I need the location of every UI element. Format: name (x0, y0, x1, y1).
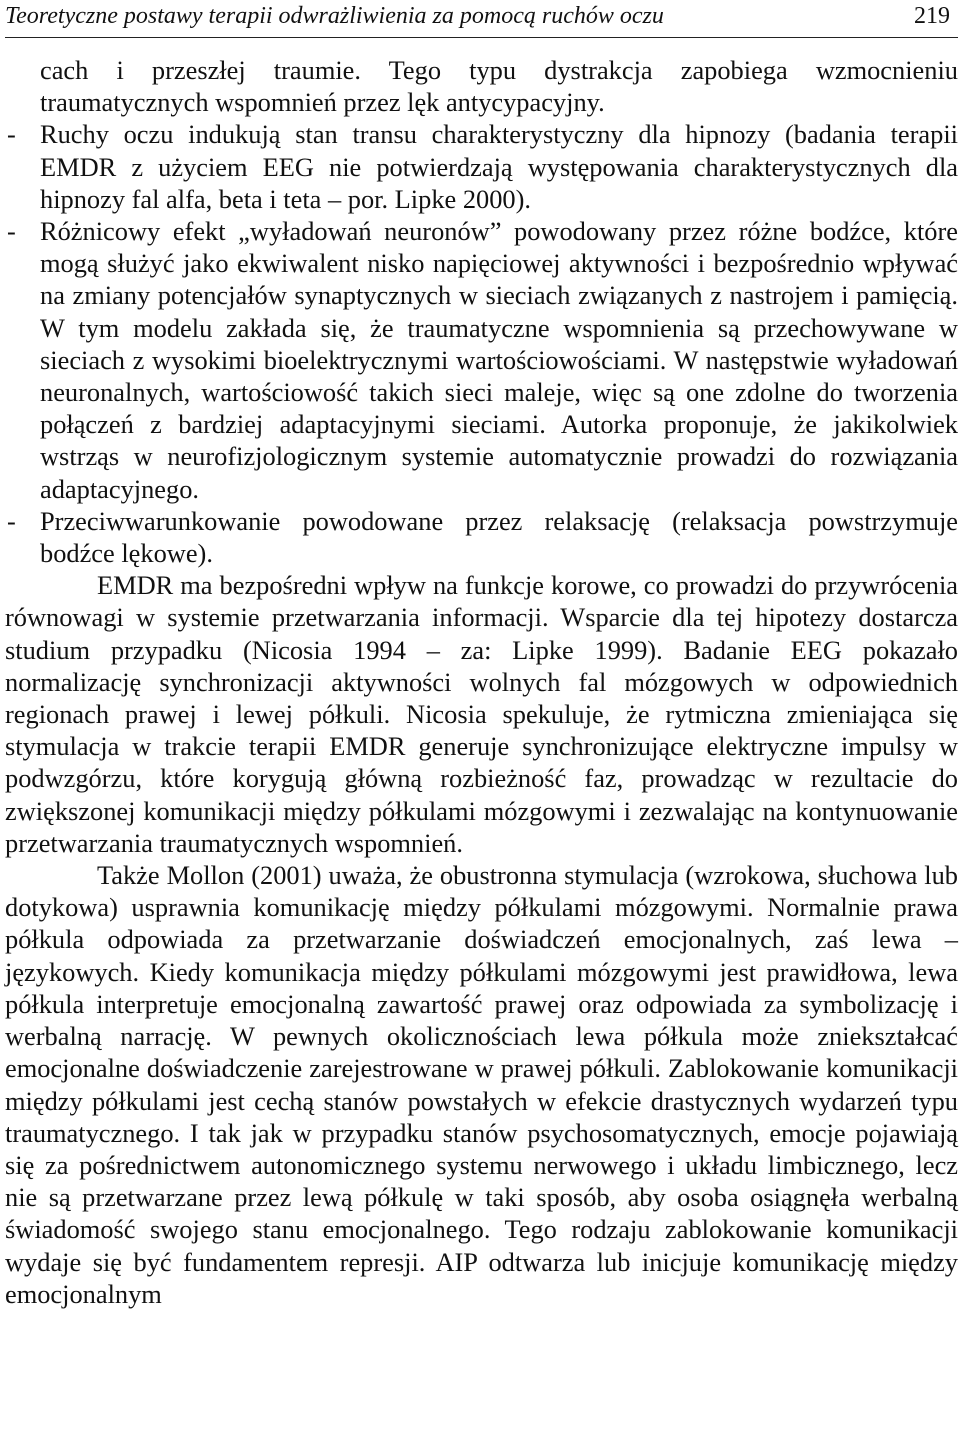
list-item-text: Przeciwwarunkowanie powodowane przez relaksację (relaksacja powstrzymuje bodźce lękowe). (40, 505, 958, 569)
list-item (5, 215, 958, 505)
running-header (5, 0, 958, 38)
continuation-text: cach i przeszłej traumie. Tego typu dystrakcja zapobiega wzmocnieniu traumatycznych wspomnień przez lęk antycypacyjny. (40, 55, 958, 118)
body-paragraph: Także Mollon (2001) uważa, że obustronna stymulacja (wzrokowa, słuchowa lub dotykowa) usprawnia komunikację między półkulami mózgowymi. Normalnie prawa półkula odpowiada za przetwarzanie doświadczeń emocjonalnych, zaś lewa – językowych. Kiedy komunikacja między półkulami mózgowymi jest prawidłowa, lewa półkula interpretuje emocjonalną zawartość prawej oraz odpowiada za symbolizację i werbalną narrację. W pewnych okolicznościach lewa półkula może zniekształcać emocjonalne doświadczenie zarejestrowane w prawej półkuli. Zablokowanie komunikacji między półkulami jest cechą stanów powstałych w efekcie drastycznych wydarzeń typu traumatycznego. I tak jak w przypadku stanów psychosomatycznych, emocje pojawiają się za pośrednictwem autonomicznego systemu nerwowego i układu limbicznego, lecz nie są przetwarzane przez lewą półkulę w taki sposób, aby osoba osiągnęła werbalną świadomość swojego stanu emocjonalnego. Tego rodzaju zablokowanie komunikacji wydaje się być fundamentem represji. AIP odtwarza lub inicjuje komunikację między emocjonalnym (5, 860, 958, 1309)
list-item (5, 118, 958, 215)
page-number: 219 (914, 3, 950, 29)
page-body (5, 54, 958, 1310)
body-paragraph: EMDR ma bezpośredni wpływ na funkcje korowe, co prowadzi do przywrócenia równowagi w systemie przetwarzania informacji. Wsparcie dla tej hipotezy dostarcza studium przypadku (Nicosia 1994 – za: Lipke 1999). Badanie EEG pokazało normalizację synchronizacji aktywności wolnych fal mózgowych w odpowiednich regionach prawej i lewej półkuli. Nicosia spekuluje, że rytmiczna zmieniająca się stymulacja w trakcie terapii EMDR generuje synchronizujące elektryczne impulsy w podwzgórzu, które korygują główną rozbieżność faz, prowadząc w rezultacie do zwiększonej komunikacji między półkulami mózgowymi i zezwalając na kontynuowanie przetwarzania traumatycznych wspomnień. (5, 570, 958, 858)
list-dash: - (7, 505, 16, 536)
list-item (5, 505, 958, 569)
list-dash: - (7, 119, 16, 150)
list-dash: - (7, 216, 16, 247)
running-header-title: Teoretyczne postawy terapii odwrażliwienia za pomocą ruchów oczu (5, 3, 664, 29)
list-item-text: Różnicowy efekt „wyładowań neuronów” powodowany przez różne bodźce, które mogą służyć jako ekwiwalent nisko napięciowej aktywności i bezpośrednio wpływać na zmiany potencjałów synaptycznych w sieciach związanych z nastrojem i pamięcią. W tym modelu zakłada się, że traumatyczne wspomnienia są przechowywane w sieciach z wysokimi bioelektrycznymi wartościowościami. W następstwie wyładowań neuronalnych, wartościowość takich sieci maleje, więc są one zdolne do tworzenia połączeń z bardziej adaptacyjnymi sieciami. Autorka proponuje, że jakikolwiek wstrząs w neurofizjologicznym systemie automatycznie prowadzi do rozwiązania adaptacyjnego. (40, 216, 958, 504)
list-item-text: Ruchy oczu indukują stan transu charakterystyczny dla hipnozy (badania terapii EMDR z użyciem EEG nie potwierdzają występowania charakterystycznych dla hipnozy fal alfa, beta i teta – por. Lipke 2000). (40, 119, 958, 214)
